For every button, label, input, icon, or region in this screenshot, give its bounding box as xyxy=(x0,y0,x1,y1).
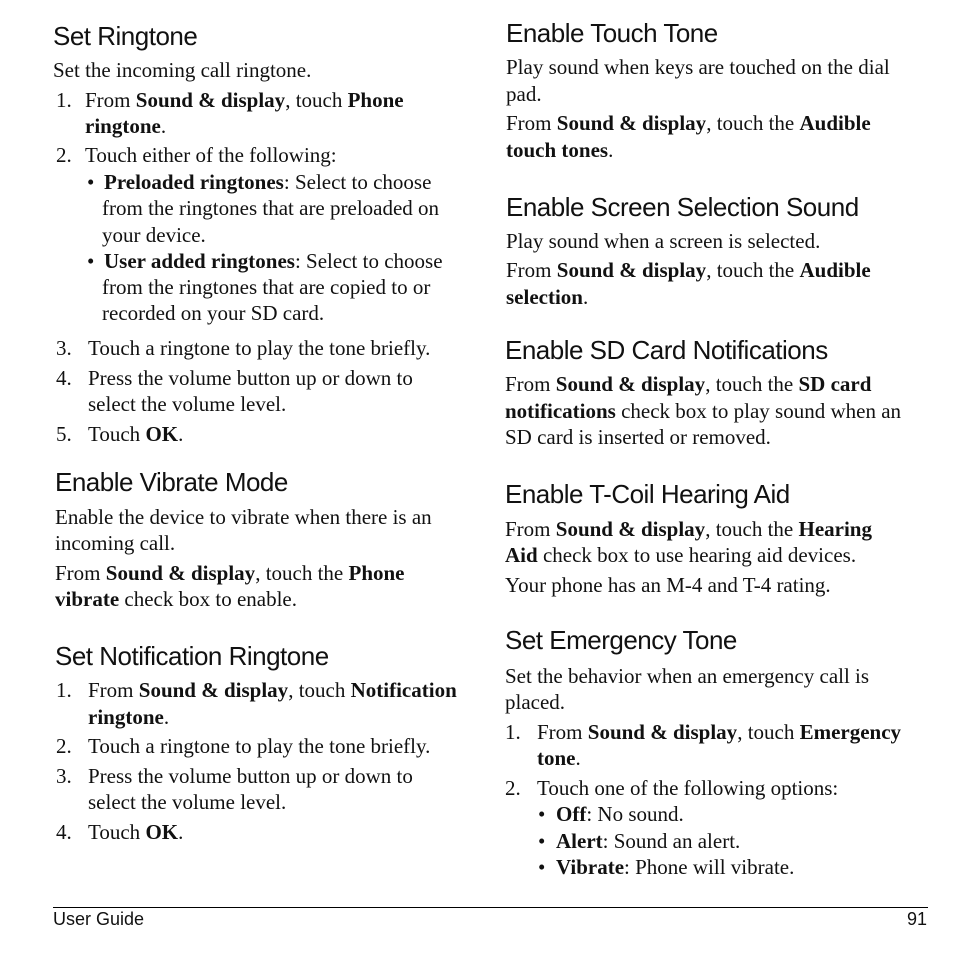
step-text: From Sound & display, touch Phone xyxy=(85,88,404,112)
step-text: ringtone. xyxy=(85,114,167,138)
step-text: Touch OK. xyxy=(88,820,184,844)
footer-rule xyxy=(53,907,928,908)
bullet-icon: • xyxy=(87,170,95,194)
bullet-icon: • xyxy=(87,249,95,273)
screen-selection-instruction: selection. xyxy=(506,285,589,309)
bullet-text: from the ringtones that are copied to or xyxy=(102,275,431,299)
heading-enable-vibrate: Enable Vibrate Mode xyxy=(55,467,288,497)
step-number: 4. xyxy=(56,820,72,844)
step-number: 2. xyxy=(56,143,72,167)
step-text: From Sound & display, touch Emergency xyxy=(537,720,902,744)
page-number: 91 xyxy=(906,909,927,929)
heading-tcoil: Enable T-Coil Hearing Aid xyxy=(505,479,790,509)
touch-tone-paragraph: pad. xyxy=(506,82,542,106)
step-text: select the volume level. xyxy=(88,790,287,814)
step-text: Touch OK. xyxy=(88,422,184,446)
step-number: 5. xyxy=(56,422,72,446)
step-text: Touch one of the following options: xyxy=(537,776,839,800)
sd-card-paragraph: notifications check box to play sound when an xyxy=(505,399,902,423)
set-ringtone-intro: Set the incoming call ringtone. xyxy=(53,58,312,82)
step-number: 4. xyxy=(56,366,72,390)
step-text: tone. xyxy=(537,746,581,770)
heading-notification-ringtone: Set Notification Ringtone xyxy=(55,641,329,671)
vibrate-instruction: From Sound & display, touch the Phone xyxy=(55,561,405,585)
tcoil-rating: Your phone has an M-4 and T-4 rating. xyxy=(505,573,831,597)
step-text: select the volume level. xyxy=(88,392,287,416)
step-text: ringtone. xyxy=(88,705,170,729)
heading-screen-selection: Enable Screen Selection Sound xyxy=(506,192,859,222)
heading-touch-tone: Enable Touch Tone xyxy=(506,18,718,48)
option-text: Vibrate: Phone will vibrate. xyxy=(556,855,795,879)
option-text: Off: No sound. xyxy=(556,802,684,826)
step-number: 2. xyxy=(56,734,72,758)
option-text: Alert: Sound an alert. xyxy=(556,829,741,853)
bullet-text: Preloaded ringtones: Select to choose xyxy=(104,170,432,194)
sd-card-paragraph: From Sound & display, touch the SD card xyxy=(505,372,872,396)
sd-card-paragraph: SD card is inserted or removed. xyxy=(505,425,771,449)
step-number: 1. xyxy=(56,678,72,702)
touch-tone-paragraph: Play sound when keys are touched on the dial xyxy=(506,55,890,79)
step-text: Press the volume button up or down to xyxy=(88,366,413,390)
bullet-text: User added ringtones: Select to choose xyxy=(104,249,443,273)
vibrate-paragraph: Enable the device to vibrate when there is an xyxy=(55,505,432,529)
footer-label: User Guide xyxy=(53,909,145,929)
screen-selection-instruction: From Sound & display, touch the Audible xyxy=(506,258,871,282)
step-text: Touch a ringtone to play the tone briefly. xyxy=(88,336,431,360)
screen-selection-paragraph: Play sound when a screen is selected. xyxy=(506,229,821,253)
heading-set-ringtone: Set Ringtone xyxy=(53,21,198,51)
step-number: 2. xyxy=(505,776,521,800)
vibrate-instruction: vibrate check box to enable. xyxy=(55,587,297,611)
bullet-text: from the ringtones that are preloaded on xyxy=(102,196,440,220)
tcoil-paragraph: Aid check box to use hearing aid devices. xyxy=(505,543,857,567)
heading-sd-card: Enable SD Card Notifications xyxy=(505,335,828,365)
step-text: Touch either of the following: xyxy=(85,143,337,167)
bullet-icon: • xyxy=(538,802,546,826)
emergency-paragraph: Set the behavior when an emergency call is xyxy=(505,664,870,688)
step-number: 1. xyxy=(505,720,521,744)
bullet-text: your device. xyxy=(102,223,206,247)
step-text: From Sound & display, touch Notification xyxy=(88,678,457,702)
step-number: 3. xyxy=(56,336,72,360)
emergency-paragraph: placed. xyxy=(505,690,566,714)
bullet-icon: • xyxy=(538,829,546,853)
bullet-icon: • xyxy=(538,855,546,879)
step-text: Press the volume button up or down to xyxy=(88,764,413,788)
bullet-text: recorded on your SD card. xyxy=(102,301,325,325)
heading-emergency-tone: Set Emergency Tone xyxy=(505,625,737,655)
step-text: Touch a ringtone to play the tone briefly. xyxy=(88,734,431,758)
touch-tone-instruction: From Sound & display, touch the Audible xyxy=(506,111,871,135)
tcoil-paragraph: From Sound & display, touch the Hearing xyxy=(505,517,872,541)
touch-tone-instruction: touch tones. xyxy=(506,138,614,162)
step-number: 3. xyxy=(56,764,72,788)
vibrate-paragraph: incoming call. xyxy=(55,531,176,555)
step-number: 1. xyxy=(56,88,72,112)
